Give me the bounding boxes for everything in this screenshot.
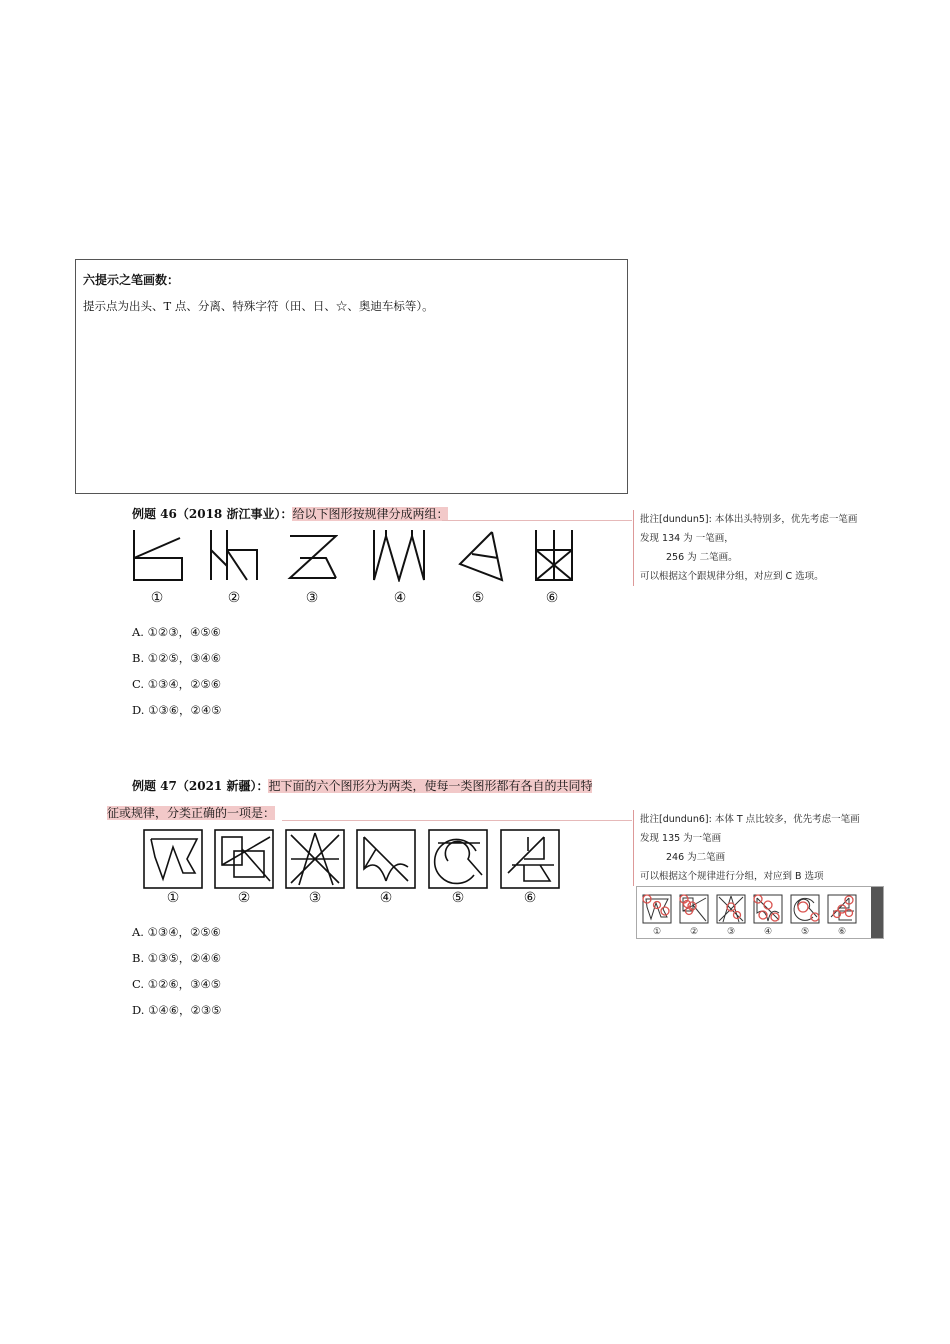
q47-label-1: ① [166, 890, 180, 906]
q47-option-d[interactable]: D. ①④⑥，②③⑤ [132, 1003, 222, 1017]
q46-figure-3 [286, 528, 338, 582]
note-box [75, 259, 628, 494]
q47-title-highlight-2: 征或规律，分类正确的一项是： [107, 806, 276, 820]
q47-figure-2 [214, 829, 274, 889]
thumb-label-2: ② [690, 927, 699, 937]
q46-label-6: ⑥ [545, 590, 559, 606]
thumb-5 [791, 895, 819, 923]
q46-label-2: ② [227, 590, 241, 606]
q47-figure-5 [428, 829, 488, 889]
q46-comment-line1: 批注[dundun5]: 本体出头特别多，优先考虑一笔画 [640, 514, 858, 525]
q46-title-highlight: 给以下图形按规律分成两组： [292, 507, 449, 521]
annotation-circles [643, 895, 853, 921]
q46-comment-line4: 可以根据这个跟规律分组，对应到 C 选项。 [640, 571, 824, 582]
q47-comment [633, 810, 860, 886]
q46-figure-2 [207, 528, 259, 582]
q47-title-highlight-1: 把下面的六个图形分为两类，使每一类图形都有各自的共同特 [268, 779, 593, 793]
q46-option-c[interactable]: C. ①③④，②⑤⑥ [132, 677, 222, 691]
q46-option-a[interactable]: A. ①②③，④⑤⑥ [132, 625, 221, 639]
q47-option-c[interactable]: C. ①②⑥，③④⑤ [132, 977, 222, 991]
q47-label-2: ② [237, 890, 251, 906]
q46-figure-6 [532, 528, 576, 582]
thumb-label-5: ⑤ [801, 927, 810, 937]
q46-comment [633, 510, 857, 586]
q46-option-d[interactable]: D. ①③⑥，②④⑤ [132, 703, 222, 717]
q47-title-prefix: 例题 47（2021 新疆）： [132, 779, 269, 793]
note-text: 提示点为出头、T 点、分离、特殊字符（田、日、☆、奥迪车标等）。 [83, 299, 434, 313]
q46-label-3: ③ [305, 590, 319, 606]
q46-label-1: ① [150, 590, 164, 606]
q47-label-4: ④ [379, 890, 393, 906]
q46-comment-line2: 发现 134 为 一笔画， [640, 533, 734, 544]
q47-option-a[interactable]: A. ①③④，②⑤⑥ [132, 925, 221, 939]
q47-comment-line2: 发现 135 为一笔画 [640, 833, 722, 844]
strip-dark-bar [871, 887, 883, 938]
q46-figure-5 [456, 528, 508, 582]
q46-title-prefix: 例题 46（2018 浙江事业）： [132, 507, 293, 521]
thumb-3 [717, 895, 745, 923]
thumb-label-6: ⑥ [838, 927, 847, 937]
q46-label-5: ⑤ [471, 590, 485, 606]
thumb-6 [828, 895, 856, 923]
q47-annotated-thumbnail-strip [636, 886, 884, 939]
note-title: 六提示之笔画数： [83, 273, 180, 287]
q47-label-6: ⑥ [523, 890, 537, 906]
q47-figure-4 [356, 829, 416, 889]
q47-title-line1 [132, 777, 592, 794]
q47-label-5: ⑤ [451, 890, 465, 906]
q46-label-4: ④ [393, 590, 407, 606]
q47-label-3: ③ [308, 890, 322, 906]
q47-title-line2 [107, 804, 275, 821]
q46-title [132, 505, 448, 522]
q47-comment-line4: 可以根据这个规律进行分组，对应到 B 选项 [640, 871, 824, 882]
q47-figure-3 [285, 829, 345, 889]
q46-figure-1 [132, 528, 184, 582]
q47-figure-6 [500, 829, 560, 889]
q47-figure-1 [143, 829, 203, 889]
q47-option-b[interactable]: B. ①③⑤，②④⑥ [132, 951, 222, 965]
thumb-label-4: ④ [764, 927, 773, 937]
q46-option-b[interactable]: B. ①②⑤，③④⑥ [132, 651, 222, 665]
thumb-label-1: ① [653, 927, 662, 937]
q46-comment-line3: 256 为 二笔画。 [666, 552, 738, 563]
q46-figure-4 [370, 528, 428, 582]
q47-comment-connector [282, 820, 632, 821]
q47-comment-line3: 246 为二笔画 [666, 852, 726, 863]
q47-comment-line1: 批注[dundun6]: 本体 T 点比较多，优先考虑一笔画 [640, 814, 860, 825]
thumb-label-3: ③ [727, 927, 736, 937]
q46-comment-connector [442, 520, 632, 521]
